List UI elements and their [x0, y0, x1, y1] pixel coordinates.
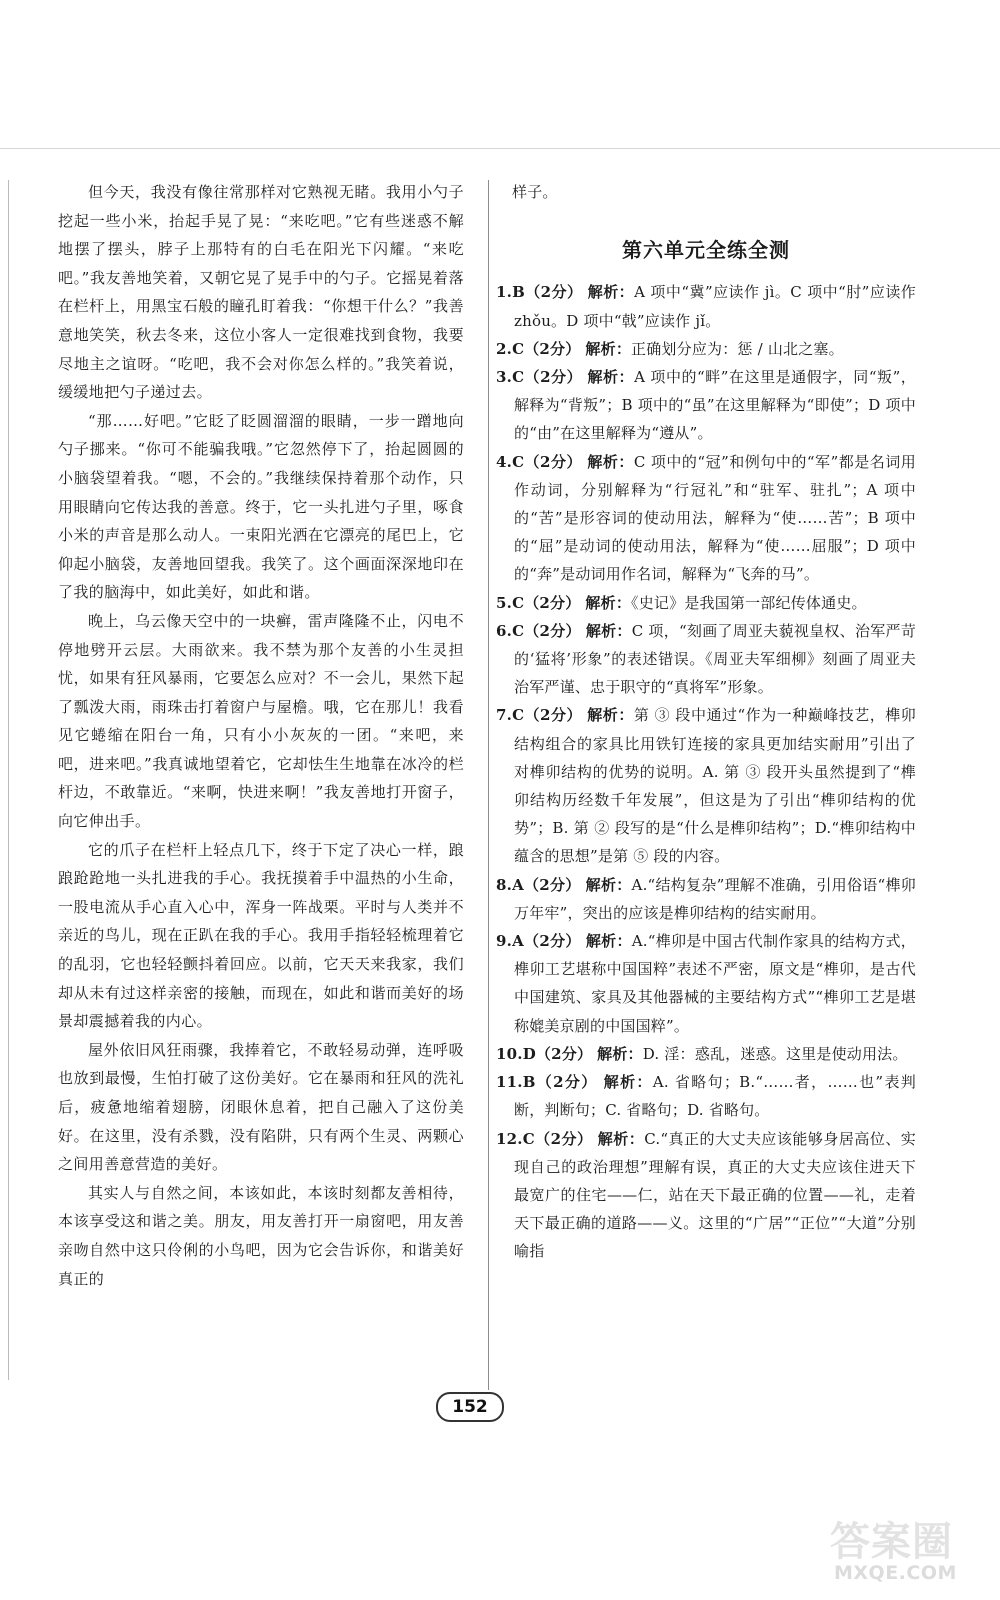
- top-margin: [0, 0, 1000, 148]
- item-text: 正确划分应为：惩 / 山北之塞。: [631, 339, 844, 358]
- left-margin-line: [8, 180, 9, 1380]
- item-answer: A（2分）: [512, 875, 581, 894]
- watermark-logo: 答案圈: [830, 1519, 953, 1565]
- item-number: 9.: [496, 932, 513, 951]
- item-text: 《史记》是我国第一部纪传体通史。: [631, 593, 867, 612]
- item-answer: B（2分）: [522, 1073, 598, 1092]
- item-number: 3.: [496, 368, 513, 387]
- item-text: A. 省略句；B.“……者，……也”表判断，判断句；C. 省略句；D. 省略句。: [514, 1073, 916, 1120]
- answer-item: [496, 335, 916, 363]
- item-label: 解析：: [585, 621, 632, 640]
- item-number: 5.: [496, 593, 513, 612]
- answer-item: [496, 589, 916, 617]
- right-column: [496, 178, 916, 1266]
- item-number: 6.: [496, 621, 513, 640]
- item-number: 8.: [496, 875, 513, 894]
- item-number: 10.: [496, 1044, 523, 1063]
- item-text: C 项，“刻画了周亚夫藐视皇权、治军严苛的‘猛将’形象”的表述错误。《周亚夫军细柳》刻画了周亚夫治军严谨、忠于职守的“真将军”形象。: [514, 621, 916, 697]
- essay-paragraph-6: 其实人与自然之间，本该如此，本该时刻都友善相待，本该享受这和谐之美。朋友，用友善打开一扇窗吧，用友善亲吻自然中这只伶俐的小鸟吧，因为它会告诉你，和谐美好真正的: [58, 1183, 464, 1288]
- essay-paragraph-5: 屋外依旧风狂雨骤，我捧着它，不敢轻易动弹，连呼吸也放到最慢，生怕打破了这份美好。它在暴雨和狂风的洗礼后，疲惫地缩着翅膀，闭眼休息着，把自己融入了这份美好。在这里，没有杀戮，没有陷阱，只有两个生灵、两颗心之间用善意营造的美好。: [58, 1040, 464, 1174]
- item-number: 4.: [496, 452, 513, 471]
- item-answer: B（2分）: [512, 283, 583, 302]
- item-answer: C（2分）: [522, 1129, 593, 1148]
- item-label: 解析：: [587, 706, 634, 725]
- item-text: A.“结构复杂”理解不准确，引用俗语“榫卯万年牢”，突出的应该是榫卯结构的结实耐用。: [514, 875, 917, 922]
- item-label: 解析：: [587, 283, 635, 302]
- page-number: 152: [436, 1392, 504, 1422]
- column-divider: [488, 180, 489, 1390]
- top-divider: [0, 148, 1000, 149]
- item-answer: C（2分）: [512, 621, 581, 640]
- item-label: 解析：: [597, 1129, 645, 1148]
- answer-item: [496, 871, 916, 927]
- item-label: 解析：: [597, 1044, 643, 1063]
- item-text: A 项中的“畔”在这里是通假字，同“叛”，解释为“背叛”；B 项中的“虽”在这里解释为“即使”；D 项中的“由”在这里解释为“遵从”。: [514, 368, 916, 443]
- item-number: 2.: [496, 339, 513, 358]
- item-number: 1.: [496, 283, 513, 302]
- item-label: 解析：: [585, 593, 632, 612]
- answer-item: [496, 1068, 916, 1124]
- answer-item: [496, 927, 916, 1040]
- section-title: 第六单元全练全测: [622, 238, 790, 263]
- item-text: A.“榫卯是中国古代制作家具的结构方式，榫卯工艺堪称中国国粹”表述不严密，原文是“榫卯，是古代中国建筑、家具及其他器械的主要结构方式”“榫卯工艺是堪称媲美京剧的中国国粹”。: [514, 932, 916, 1035]
- item-answer: D（2分）: [522, 1044, 593, 1063]
- item-answer: C（2分）: [512, 339, 581, 358]
- answer-item: [496, 701, 916, 870]
- item-answer: A（2分）: [512, 932, 581, 951]
- item-answer: C（2分）: [512, 452, 583, 471]
- answer-item: [496, 363, 916, 448]
- answer-item: [496, 278, 916, 334]
- item-text: D. 淫：惑乱，迷惑。这里是使动用法。: [642, 1044, 908, 1063]
- item-number: 7.: [496, 706, 513, 725]
- item-text: C 项中的“冠”和例句中的“军”都是名词用作动词，分别解释为“行冠礼”和“驻军、驻扎”；A 项中的“苦”是形容词的使动用法，解释为“使……苦”；B 项中的“屈”是动词的使动用法，解释为“使……屈服”；D 项中的“奔”是动词用作名词，解释为“飞奔的马”。: [514, 452, 917, 584]
- essay-paragraph-1: 但今天，我没有像往常那样对它熟视无睹。我用小勺子挖起一些小米，抬起手晃了晃：“来吃吧。”它有些迷惑不解地摆了摆头，脖子上那特有的白毛在阳光下闪耀。“来吃吧。”我友善地笑着，又朝它晃了晃手中的勺子。它摇晃着落在栏杆上，用黑宝石般的瞳孔盯着我：“你想干什么？”我善意地笑笑，秋去冬来，这位小客人一定很难找到食物，我要尽地主之谊呀。“吃吧，我不会对你怎么样的。”我笑着说，缓缓地把勺子递过去。: [58, 183, 464, 402]
- answer-item: [496, 1040, 916, 1068]
- watermark: [830, 1510, 980, 1590]
- item-label: 解析：: [585, 875, 632, 894]
- item-label: 解析：: [585, 339, 632, 358]
- item-text: 第 ③ 段中通过“作为一种巅峰技艺，榫卯结构组合的家具比用铁钉连接的家具更加结实耐用”引出了对榫卯结构的优势的说明。A. 第 ③ 段开头虽然提到了“榫卯结构历经数千年发展”，但这是为了引出“榫卯结构的优势”；B. 第 ② 段写的是“什么是榫卯结构”；D.“榫卯结构中蕴含的思想”是第 ⑤ 段的内容。: [514, 706, 916, 866]
- left-column: [58, 178, 464, 1293]
- item-answer: C（2分）: [512, 368, 583, 387]
- item-number: 12.: [496, 1129, 523, 1148]
- item-answer: C（2分）: [512, 706, 583, 725]
- item-label: 解析：: [587, 368, 635, 387]
- item-text: C.“真正的大丈夫应该能够身居高位、实现自己的政治理想”理解有误，真正的大丈夫应该住进天下最宽广的住宅——仁，站在天下最正确的位置——礼，走着天下最正确的道路——义。这里的“广居”“正位”“大道”分别喻指: [514, 1129, 917, 1261]
- answer-item: [496, 448, 916, 589]
- answer-item: [496, 617, 916, 702]
- item-text: A 项中“冀”应读作 jì。C 项中“肘”应读作 zhǒu。D 项中“戟”应读作 jǐ。: [514, 283, 916, 330]
- essay-paragraph-2: “那……好吧。”它眨了眨圆溜溜的眼睛，一步一蹭地向勺子挪来。“你可不能骗我哦。”它忽然停下了，抬起圆圆的小脑袋望着我。“嗯，不会的。”我继续保持着那个动作，只用眼睛向它传达我的善意。终于，它一头扎进勺子里，啄食小米的声音是那么动人。一束阳光洒在它漂亮的尾巴上，它仰起小脑袋，友善地回望我。我笑了。这个画面深深地印在了我的脑海中，如此美好，如此和谐。: [58, 411, 464, 602]
- essay-paragraph-3: 晚上，乌云像天空中的一块癣，雷声隆隆不止，闪电不停地劈开云层。大雨欲来。我不禁为那个友善的小生灵担忧，如果有狂风暴雨，它要怎么应对？不一会儿，果然下起了瓢泼大雨，雨珠击打着窗户与屋檐。哦，它在那儿！我看见它蜷缩在阳台一角，只有小小灰灰的一团。“来吧，来吧，进来吧。”我真诚地望着它，它却怯生生地靠在冰冷的栏杆边，不敢靠近。“来啊，快进来啊！”我友善地打开窗子，向它伸出手。: [58, 611, 464, 831]
- essay-paragraph-4: 它的爪子在栏杆上轻点几下，终于下定了决心一样，踉踉跄跄地一头扎进我的手心。我抚摸着手中温热的小生命，一股电流从手心直入心中，浑身一阵战栗。平时与人类并不亲近的鸟儿，现在正趴在我的手心。我用手指轻轻梳理着它的乱羽，它也轻轻颤抖着回应。以前，它天天来我家，我们却从未有过这样亲密的接触，而现在，如此和谐而美好的场景却震撼着我的内心。: [58, 840, 464, 1031]
- continued-text: 样子。: [512, 183, 558, 201]
- answer-item: [496, 1125, 916, 1266]
- item-answer: C（2分）: [512, 593, 581, 612]
- item-label: 解析：: [585, 932, 632, 951]
- watermark-url: MXQE.COM: [834, 1562, 957, 1584]
- item-number: 11.: [496, 1073, 523, 1092]
- item-label: 解析：: [587, 452, 634, 471]
- item-label: 解析：: [603, 1073, 653, 1092]
